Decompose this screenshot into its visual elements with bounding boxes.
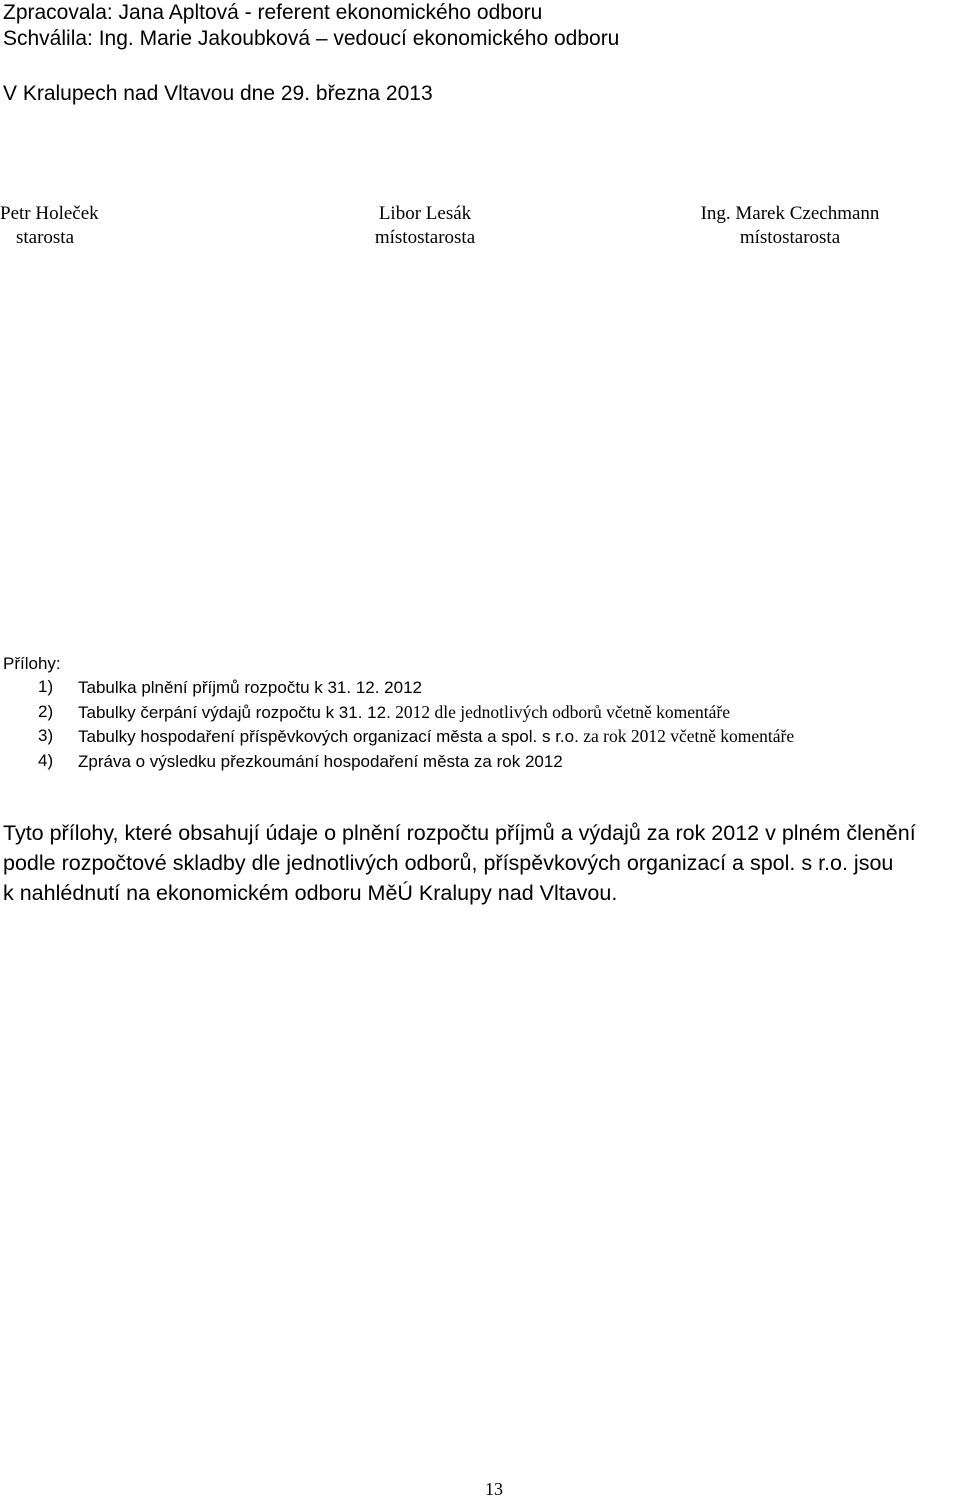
note-line: podle rozpočtové skladby dle jednotlivých odborů, příspěvkových organizací a spol. s r.o. jsou (3, 851, 894, 875)
signatory-role: místostarosta (374, 227, 476, 248)
signatory-name: Ing. Marek Czechmann (700, 203, 880, 224)
list-item-number: 3) (38, 726, 54, 745)
list-item-text (78, 676, 422, 699)
page-number: 13 (485, 1479, 503, 1499)
attachments-heading: Přílohy: (3, 654, 61, 673)
place-and-date: V Kralupech nad Vltavou dne 29. března 2013 (3, 82, 433, 105)
signatory-deputy-mayor-1 (360, 202, 490, 250)
note-line: k nahlédnutí na ekonomickém odboru MěÚ Kralupy nad Vltavou. (3, 881, 618, 905)
signatory-role: starosta (15, 227, 75, 248)
attachments-note (3, 818, 958, 908)
list-item-number: 4) (38, 750, 54, 770)
approved-by-line: Schválila: Ing. Marie Jakoubková – vedoucí ekonomického odboru (3, 27, 620, 50)
list-item-text (78, 725, 794, 748)
list-item-suffix: za rok 2012 včetně komentáře (578, 726, 795, 746)
list-item-text (78, 701, 730, 724)
signatory-name: Petr Holeček (0, 203, 99, 224)
signatory-deputy-mayor-2 (690, 202, 890, 250)
list-item-main: Tabulky čerpání výdajů rozpočtu k 31. 12. (78, 702, 391, 722)
list-item-number: 1) (38, 677, 54, 696)
list-item-main: Tabulky hospodaření příspěvkových organizací města a spol. s r.o. (78, 727, 579, 746)
list-item-main: Zpráva o výsledku přezkoumání hospodaření města za rok 2012 (78, 751, 563, 771)
list-item-number: 2) (38, 701, 54, 721)
signatory-role: místostarosta (739, 227, 841, 248)
list-item-suffix: 2012 dle jednotlivých odborů včetně komentáře (390, 701, 731, 722)
list-item-text (78, 750, 563, 773)
signatory-mayor (0, 202, 112, 250)
list-item-main: Tabulka plnění příjmů rozpočtu k 31. 12. 2012 (78, 678, 422, 697)
signatory-name: Libor Lesák (378, 203, 472, 224)
prepared-by-line: Zpracovala: Jana Apltová - referent ekonomického odboru (3, 1, 543, 24)
note-line: Tyto přílohy, které obsahují údaje o plnění rozpočtu příjmů a výdajů za rok 2012 v plném členění (3, 821, 916, 845)
